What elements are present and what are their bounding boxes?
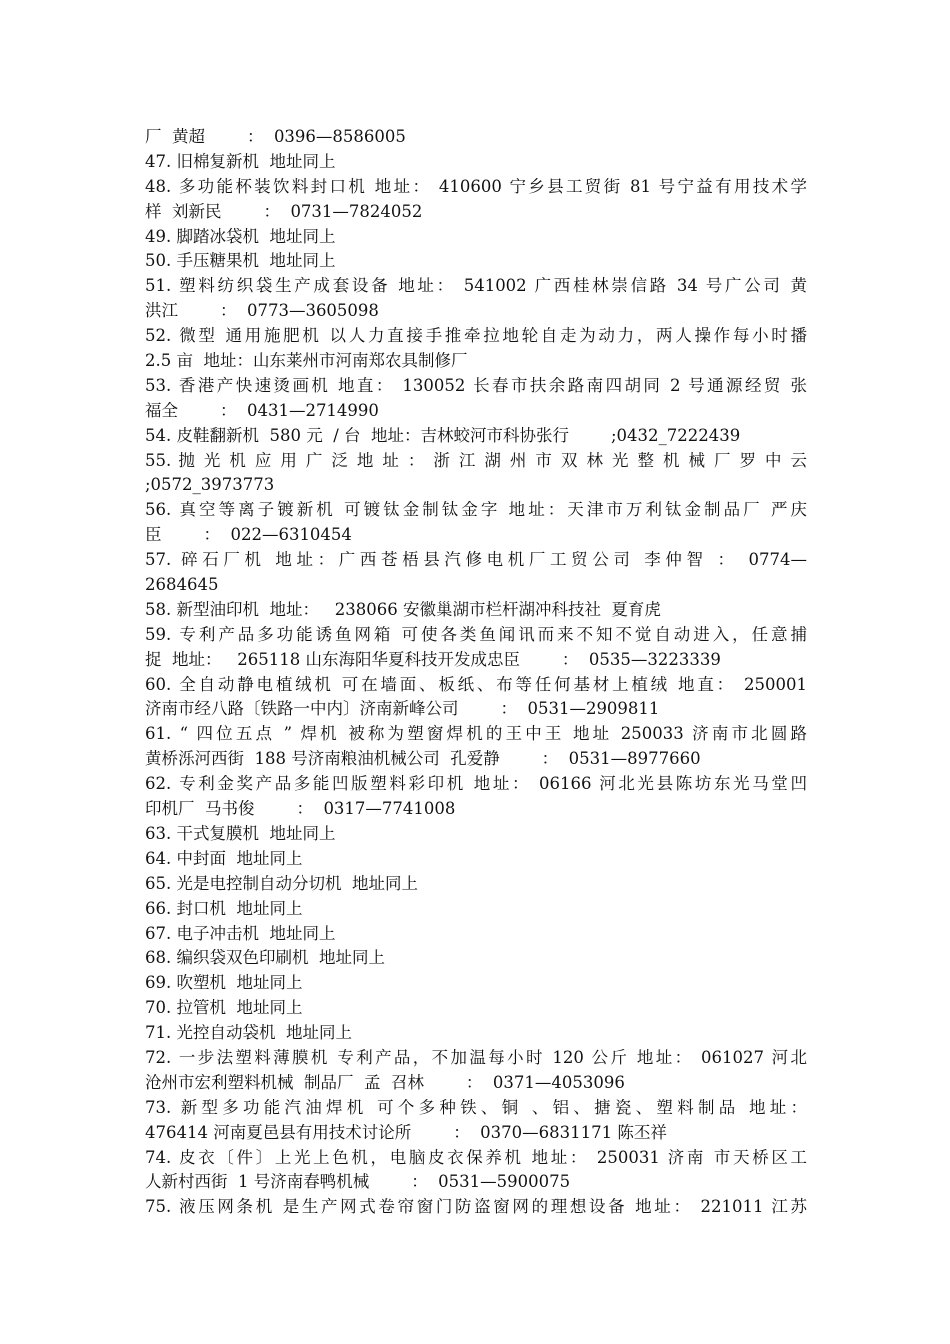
text-line: ;0572_3973773 — [145, 475, 275, 495]
text-line: 72. 一步法塑料薄膜机 专利产品，不加温每小时 120 公斤 地址： 061027 河北 — [145, 1047, 807, 1067]
text-line: 印机厂 马书俊 ： 0317—7741008 — [145, 799, 456, 819]
text-line: 70. 拉管机 地址同上 — [145, 998, 303, 1018]
text-line: 65. 光是电控制自动分切机 地址同上 — [145, 873, 418, 893]
text-line: 47. 旧棉复新机 地址同上 — [145, 151, 336, 171]
text-line: 55. 抛 光 机 应 用 广 泛 地 址 ： 浙 江 湖 州 市 双 林 光 整 机 械 厂 罗 中 云 — [145, 450, 807, 470]
text-line: 50. 手压糖果机 地址同上 — [145, 251, 336, 271]
text-line: 51. 塑料纺织袋生产成套设备 地址： 541002 广西桂林崇信路 34 号广公司 黄 — [145, 276, 807, 296]
text-line: 福全 ： 0431—2714990 — [145, 400, 379, 420]
text-line: 48. 多功能杯装饮料封口机 地址： 410600 宁乡县工贸街 81 号宁益有用技术学 — [145, 176, 807, 196]
text-line: 样 刘新民 ： 0731—7824052 — [145, 201, 423, 221]
text-line: 54. 皮鞋翻新机 580 元 / 台 地址：吉林蛟河市科协张行 ;0432_7222439 — [145, 425, 741, 445]
text-line: 62. 专利金奖产品多能凹版塑料彩印机 地址： 06166 河北光县陈坊东光马堂凹 — [145, 774, 807, 794]
text-line: 厂 黄超 ： 0396—8586005 — [145, 127, 406, 146]
text-line: 2684645 — [145, 575, 219, 595]
text-line: 捉 地址： 265118 山东海阳华夏科技开发成忠臣 ： 0535—3223339 — [145, 649, 721, 669]
text-line: 74. 皮衣〔件〕上光上色机，电脑皮衣保养机 地址： 250031 济南 市天桥区工 — [145, 1147, 807, 1167]
text-line: 60. 全自动静电植绒机 可在墙面、板纸、布等任何基材上植绒 地直： 250001 — [145, 674, 807, 694]
text-line: 52. 微型 通用施肥机 以人力直接手推牵拉地轮自走为动力，两人操作每小时播 — [145, 326, 807, 346]
text-line: 58. 新型油印机 地址： 238066 安徽巢湖市栏杆湖冲科技社 夏育虎 — [145, 599, 661, 619]
text-line: 73. 新型多功能汽油焊机 可个多种铁、铜 、铝、搪瓷、塑料制品 地址： — [145, 1097, 807, 1117]
text-line: 61. “ 四位五点 ” 焊机 被称为塑窗焊机的王中王 地址 250033 济南市北圆路 — [145, 724, 807, 744]
text-line: 75. 液压网条机 是生产网式卷帘窗门防盗窗网的理想设备 地址： 221011 江苏 — [145, 1197, 807, 1217]
text-line: 476414 河南夏邑县有用技术讨论所 ： 0370—6831171 陈丕祥 — [145, 1122, 667, 1142]
text-line: 人新村西街 1 号济南春鸭机械 ： 0531—5900075 — [145, 1172, 571, 1192]
text-line: 69. 吹塑机 地址同上 — [145, 973, 303, 993]
text-line: 洪江 ： 0773—3605098 — [145, 301, 379, 321]
text-line: 53. 香港产快速烫画机 地直： 130052 长春市扶余路南四胡同 2 号通源经贸 张 — [145, 375, 807, 395]
text-line: 63. 干式复膜机 地址同上 — [145, 823, 336, 843]
text-line: 59. 专利产品多功能诱鱼网箱 可使各类鱼闻讯而来不知不觉自动进入，任意捕 — [145, 624, 807, 644]
text-line: 49. 脚踏冰袋机 地址同上 — [145, 226, 336, 246]
text-line: 沧州市宏利塑料机械 制品厂 孟 召林 ： 0371—4053096 — [145, 1072, 625, 1092]
text-line: 67. 电子冲击机 地址同上 — [145, 923, 336, 943]
text-line: 57. 碎石厂机 地址：广西苍梧县汽修电机厂工贸公司 李仲智 ： 0774— — [145, 550, 807, 570]
document-body — [145, 125, 807, 1220]
text-line: 66. 封口机 地址同上 — [145, 898, 303, 918]
text-line: 济南市经八路〔铁路一中内〕济南新峰公司 ： 0531—2909811 — [145, 699, 660, 719]
text-line: 黄桥泺河西街 188 号济南粮油机械公司 孔爱静 ： 0531—8977660 — [145, 749, 701, 769]
text-line: 2.5 亩 地址：山东莱州市河南郑农具制修厂 — [145, 351, 468, 371]
text-line: 臣 ： 022—6310454 — [145, 525, 352, 545]
text-line: 71. 光控自动袋机 地址同上 — [145, 1023, 352, 1043]
text-line: 68. 编织袋双色印刷机 地址同上 — [145, 948, 385, 968]
text-line: 56. 真空等离子镀新机 可镀钛金制钛金字 地址：天津市万利钛金制品厂 严庆 — [145, 500, 807, 520]
text-line: 64. 中封面 地址同上 — [145, 848, 303, 868]
